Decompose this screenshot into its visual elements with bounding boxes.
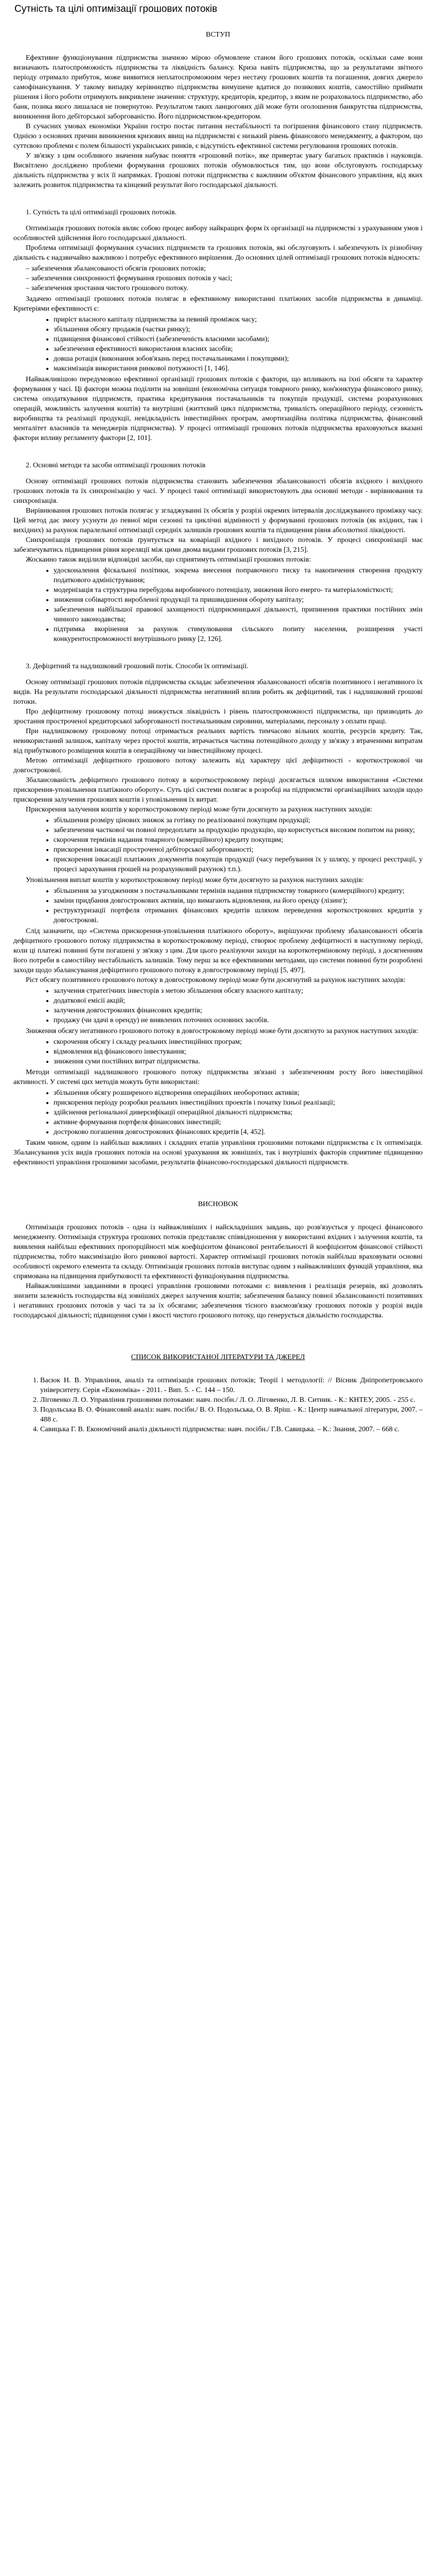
paragraph: Таким чином, одним із найбільш важливих і складних етапів управління грошовими потоками підприємства є їх оптимізація. Збалансування усіх видів грошових потоків на основі урахування як зовнішніх, так і внутрішніх факторів сприятиме підвищенню ефективності управління грошовими засобами, результатів фінансово-господарської діяльності підприємств. xyxy=(13,1139,423,1166)
paragraph: Ріст обсягу позитивного грошового потоку в довгостроковому періоді може бути досягнутий за рахунок наступних заходів: xyxy=(26,976,406,984)
list-item: • модернізація та структурна перебудова виробничого потенціалу, зниження його енерго- та матеріаломісткості; xyxy=(54,585,423,595)
growth-list xyxy=(13,986,423,1025)
conclusions-heading: ВИСНОВОК xyxy=(198,1200,238,1208)
list-item: • забезпечення ефективності використання власних засобів; xyxy=(54,344,423,354)
list-item: • відмовлення від фінансового інвестування; xyxy=(54,1047,423,1057)
reference-item: 3. Подольська В. О. Фінансовий аналіз: навч. посібн./ В. О. Подольська, О. В. Яріш. - К.: Центр навчальної літератури, 2007. – 488 с. xyxy=(40,1405,423,1425)
list-item: • продажу (чи здачі в оренду) не виявлених поточних основних засобів. xyxy=(54,1015,423,1025)
list-item: – забезпечення збалансованості обсягів грошових потоків; xyxy=(26,264,423,274)
paragraph: Проблема оптимізації формування сучасних підприємств та грошових потоків, які обслуговують і забезпечують їх різнобічну діяльність є надзвичайно важливою і потребує ефективного вирішення. До основних цілей оптимізації грошових потоків відносять: xyxy=(13,244,423,262)
paragraph: При надлишковому грошовому потоці отримається реальних вартість тимчасово вільних коштів, ресурсів кредиту. Так, невикористаний залишок, капіталу через простої коштів, втрачається частина потенційного доходу у зв'язку з втраченими витратам від прибуткового розміщення коштів в операційному чи інвестиційному процесі. xyxy=(13,727,423,755)
paragraph: Оптимізація грошових потоків являє собою процес вибору найкращих форм їх організації на підприємстві з урахуванням умов і особливостей здійснення його господарської діяльності. xyxy=(13,225,423,242)
list-item: • підтримка вкорінення за рахунок стимулювання сільського попиту населення, розширення участі конкурентоспроможності внутрішнього ринку [2, 126]. xyxy=(54,624,423,644)
list-item: • підвищення фінансової стійкості (забезпеченість власними засобами); xyxy=(54,334,423,344)
intro-heading: ВСТУП xyxy=(205,31,231,39)
slowdown-list xyxy=(13,886,423,925)
list-item: • заміни придбання довгострокових активів, що вимагають відновлення, на його оренду (лізинг); xyxy=(54,896,423,906)
paragraph: Збалансованість дефіцитного грошового потоку в короткостроковому періоді досягається шляхом використання «Системи прискорення-уповільнення платіжного обороту». Суть цієї системи полягає в розробці на підприємстві організаційних заходів щодо прискорення залучення грошових коштів і уповільнення їх витрат. xyxy=(13,776,423,804)
paragraph: Оптимізація грошових потоків - одна із найважливіших і найскладніших завдань, що розв'язується у процесі фінансового менеджменту. Оптимізація структура грошових потоків представляє співвідношення у використанні вхідних і залучення коштів, та виявлення найбільш ефективних пропорційності між коефіцієнтом фінансової рентабельності й коефіцієнтом фінансової стійкості підприємства, тобто максимізацію його ринкової вартості. Характер оптимізації грошових потоків найбільш враховувати основні особливості окремого елемента та складу. Оптимізація грошових потоків виступає одним з найважливіших функцій управління, яка спрямована на підвищення прибутковості та ефективності функціонування підприємства. xyxy=(13,1224,423,1280)
paragraph: Прискорення залучення коштів у короткостроковому періоді може бути досягнуто за рахунок наступних заходів: xyxy=(26,806,373,814)
surplus-list xyxy=(13,1088,423,1137)
list-item: – забезпечення синхронності формування грошових потоків у часі; xyxy=(26,274,423,283)
reference-item: 4. Савицька Г. В. Економічний аналіз діяльності підприємства: навч. посібн./ Г.В. Савицька. – К.: Знання, 2007. – 668 с. xyxy=(40,1425,423,1434)
section-2-title: 2. Основні методи та засоби оптимізації грошових потоків xyxy=(26,462,206,469)
list-item: • збільшення за узгодженням з постачальниками термінів надання підприємству товарного (комерційного) кредиту; xyxy=(54,886,423,896)
intro-paragraph: У зв'язку з цим особливого значення набуває поняття «грошовий потік», яке привертає увагу багатьох практиків і науковців. Висвітлено досліджено проблеми формування грошових потоків обумовлюється тим, що вони обслуговують господарську діяльність підприємства у всіх її напрямках. Грошові потоки підприємства є важливим об'єктом фінансового управління, від яких залежить розвиток підприємства та кінцевий результат його господарської діяльності. xyxy=(13,152,423,189)
paragraph: Синхронізація грошових потоків ґрунтується на коваріації вхідного і вихідного потоків. У процесі синхронізації має забезпечуватись підвищення рівня кореляції між цими двома видами грошових потоків [3, 215]. xyxy=(13,536,423,554)
list-item: • достроково погашення довгострокових фінансових кредитів [4, 452]. xyxy=(54,1127,423,1137)
paragraph: Задачею оптимізації грошових потоків полягає в ефективному використанні платіжних засобів підприємства в динаміці. Критеріями ефективності є: xyxy=(13,295,423,313)
paragraph: Жоскаино також виділили відповідні засоби, що сприятимуть оптимізації грошових потоків: xyxy=(26,556,311,564)
paragraph: Основу оптимізації грошових потоків підприємства складає забезпечення збалансованості обсягів позитивного і негативного їх видів. На результати господарської діяльності підприємства негативний вплив робить як дефіцитний, так і надлишковий грошові потоки. xyxy=(13,679,423,706)
paragraph: Основу оптимізації грошових потоків підприємства становить забезпечення збалансованості обсягів вхідного і вихідного грошових потоків та їх синхронізацію у часі. У процесі такої оптимізації використовують два основні методи - вирівнювання та синхронізація. xyxy=(13,478,423,505)
list-item: • збільшення розміру цінових знижок за готівку по реалізованої покупцям продукції; xyxy=(54,816,423,825)
paragraph: Методи оптимізації надлишкового грошового потоку підприємства зв'язані з забезпеченням росту його інвестиційної активності. У системі цих методів можуть бути використані: xyxy=(13,1069,423,1086)
paragraph: Метою оптимізації дефіцитного грошового потоку залежить від характеру цієї дефіцитності - короткострокової чи довгострокової. xyxy=(13,757,423,774)
list-item: • приріст власного капіталу підприємства за певний проміжок часу; xyxy=(54,315,423,325)
list-item: • зниження суми постійних витрат підприємства. xyxy=(54,1057,423,1066)
list-item: • прискорення періоду розробки реальних інвестиційних проектів і початку їхньої реалізації; xyxy=(54,1098,423,1108)
reduce-list xyxy=(13,1037,423,1066)
references-heading: СПИСОК ВИКОРИСТАНОЇ ЛІТЕРАТУРИ ТА ДЖЕРЕЛ xyxy=(131,1353,305,1361)
list-item: • забезпечення часткової чи повної передоплати за продукцію продукцію, що користується високим попитом на ринку; xyxy=(54,825,423,835)
list-item: • реструктуризації портфеля отриманих фінансових кредитів шляхом переведення короткострокових кредитів у довгострокові. xyxy=(54,906,423,925)
section-3-title: 3. Дефіцитний та надлишковий грошовий потік. Способи їх оптимізації. xyxy=(26,663,249,670)
list-item: • залучення стратегічних інвесторів з метою збільшення обсягу власного капіталу; xyxy=(54,986,423,996)
paragraph: Слід зазначити, що «Система прискорення-уповільнення платіжного обороту», вирішуючи проблему збалансованості обсягів дефіцитного грошового потоку підприємства в короткостроковому періоді, створює проблему дефіцитності в наступному періоді, коли ці платежі повинні бути погашені у зв'язку з цим. Для цього реалізуючи заходи на короткотерміновому періоді, з досягненням його потреби в самостійну нестабільність залишків. Тому перш за все ефективними методами, що системи повинні бути розроблені заходи щодо збалансування дефіцитного грошового потоку в довгостроковому періоді [5, 497]. xyxy=(13,927,423,974)
intro-paragraph: Ефективне функціонування підприємства значною мірою обумовлене станом його грошових потоків, оскільки саме вони визначають платоспроможність підприємства та ліквідність балансу. Криза навіть підприємства, що за результатами звітного періоду отримало прибуток, може виявитися неплатоспроможним через нестачу грошових коштів та погашення, довгих джерело самофінансування. У такому випадку керівництво підприємства вимушене вдатися до позикових коштів, самостійно приймати рішення і його роботи отримують викривлене значення: структуру, кредиторів, кредитор, з яким не розраховалось підприємство, або банк, позика якого лишалася не повернутою. Результатом таких ланцюгових дій може бути оголошення банкрутства підприємства, виникнення його дебіторської заборгованістю. Його підприємством-кредитором. xyxy=(13,54,423,121)
reference-item: 1. Васюк Н. В. Управління, аналіз та оптимізація грошових потоків; Теорії і методології: // Вісник Дніпропетровського університету. Серія «Економіка» - 2011. - Вип. 5. - С. 144 – 150. xyxy=(40,1376,423,1395)
list-item: • забезпечення найбільшої правової захищеності підприємницької діяльності, припинення практики постійних змін чинного законодавства; xyxy=(54,605,423,624)
list-item: • активне формування портфеля фінансових інвестицій; xyxy=(54,1117,423,1127)
list-item: • прискорення інкасації простроченої дебіторської заборгованості; xyxy=(54,845,423,855)
list-item: • здійснення регіональної диверсифікації операційної діяльності підприємства; xyxy=(54,1108,423,1117)
paragraph: Зниження обсягу негативного грошового потоку в довгостроковому періоді може бути досягнуто за рахунок наступних заходів: xyxy=(26,1027,418,1035)
list-item: • максимізація використання ринкової потужності [1, 146]. xyxy=(54,364,423,374)
paragraph: Найважливішою передумовою ефективної організації грошових потоків є фактори, що впливають на їхні обсяги та характер формування у часі. Ці фактори можна поділити на зовнішні (економічна ситуація товарного ринку, кон'юнктура фінансового ринку, система оподаткування підприємств, практика кредитування постачальників та покупців продукції, система розрахункових операцій, можливість залучення коштів) та внутрішні (життєвий цикл підприємства, тривалість операційного періоду, сезонність виробництва та реалізації продукції, невідкладність інвестиційних програм, амортизаційна політика підприємства, фінансовий менталітет власників та менеджерів підприємства). У процесі оптимізації грошових потоків підприємства враховуються вказані фактори впливу регламенту фактори [2, 101]. xyxy=(13,376,423,442)
list-item: • зниження собівартості виробленої продукції та пришвидшення обороту капіталу; xyxy=(54,595,423,605)
list-item: • залучення довгострокових фінансових кредитів; xyxy=(54,1006,423,1015)
reference-item: 2. Ліговенко Л. О. Управління грошовими потоками: навч. посібн./ Л. О. Ліговенко, Л. В. Ситник. - К.: КНТЕУ, 2005. - 255 с. xyxy=(40,1395,423,1405)
goals-list xyxy=(13,264,423,293)
references-list xyxy=(13,1376,423,1434)
list-item: • удосконалення фіскальної політики, зокрема внесення поправочного тиску та накопичення створення продукту податкового адміністрування; xyxy=(54,566,423,585)
paragraph: Вирівнювання грошових потоків полягає у згладжуванні їх обсягів у розрізі окремих інтервалів досліджуваного проміжку часу. Цей метод дає змогу усунути до певної міри сезонні та циклічні відмінності у формуванні грошових потоків (як вхідних, так і вихідних) за рахунок паралельної оптимізації середніх залишків грошових коштів та підвищення рівня абсолютної ліквідності. xyxy=(13,507,423,534)
means-list xyxy=(13,566,423,644)
list-item: • збільшення обсягу продажів (частки ринку); xyxy=(54,325,423,334)
criteria-list xyxy=(13,315,423,374)
list-item: • довша ротація (виконання зобов'язань перед постачальниками і покупцями); xyxy=(54,354,423,364)
section-1-title: 1. Сутність та цілі оптимізації грошових потоків. xyxy=(26,209,177,216)
document-page xyxy=(13,0,423,1450)
list-item: • скорочення обсягу і складу реальних інвестиційних програм; xyxy=(54,1037,423,1047)
paragraph: Найважливішими завданнями в процесі управління грошовими потоками є: виявлення і реалізація резервів, які дозволять знизити залежність господарства від зовнішніх джерел залучення коштів; забезпечення балансу повної збалансованості позитивних і негативних грошових потоків у часі та за їх обсягами; забезпечення тісного взаємозв'язку грошових потоків у розрізі видів господарської діяльності; підвищення суми і якості чистого грошового потоку, що генерується діяльністю господарства. xyxy=(13,1282,423,1319)
list-item: • збільшення обсягу розширеного відтворення операційних необоротних активів; xyxy=(54,1088,423,1098)
list-item: • скорочення термінів надання товарного (комерційного) кредиту покупцям; xyxy=(54,835,423,845)
acceleration-list xyxy=(13,816,423,874)
paragraph: Уповільнення виплат коштів у короткостроковому періоді може бути досягнуто за рахунок наступних заходів: xyxy=(26,876,364,884)
paragraph: Про дефіцитному грошовому потоці знижується ліквідність і рівень платоспроможності підприємства, що призводить до зростання простроченої кредиторської заборгованості постачальникам сировини, матеріалами, персоналу з оплати праці. xyxy=(13,708,423,725)
document-title: Сутність та цілі оптимізації грошових потоків xyxy=(14,4,217,14)
list-item: – забезпечення зростання чистого грошового потоку. xyxy=(26,283,423,293)
intro-paragraph: В сучасних умовах економіки України гостро постає питання нестабільності та погіршення фінансового стану підприємств. Однією з основних причин виникнення кризових явищ на підприємстві є низький рівень фінансового менеджменту, а фактором, що суттєвою проблеми є полем більшості українських ринків, є відсутність ефективної системи регулювання грошових потоків. xyxy=(13,123,423,150)
list-item: • додаткової емісії акцій; xyxy=(54,996,423,1006)
list-item: • прискорення інкасації платіжних документів покупців продукції (часу перебування їх у шляху, у процесі реєстрації, у процесі зарахування грошей на розрахунковий рахунок) т.п.). xyxy=(54,855,423,874)
